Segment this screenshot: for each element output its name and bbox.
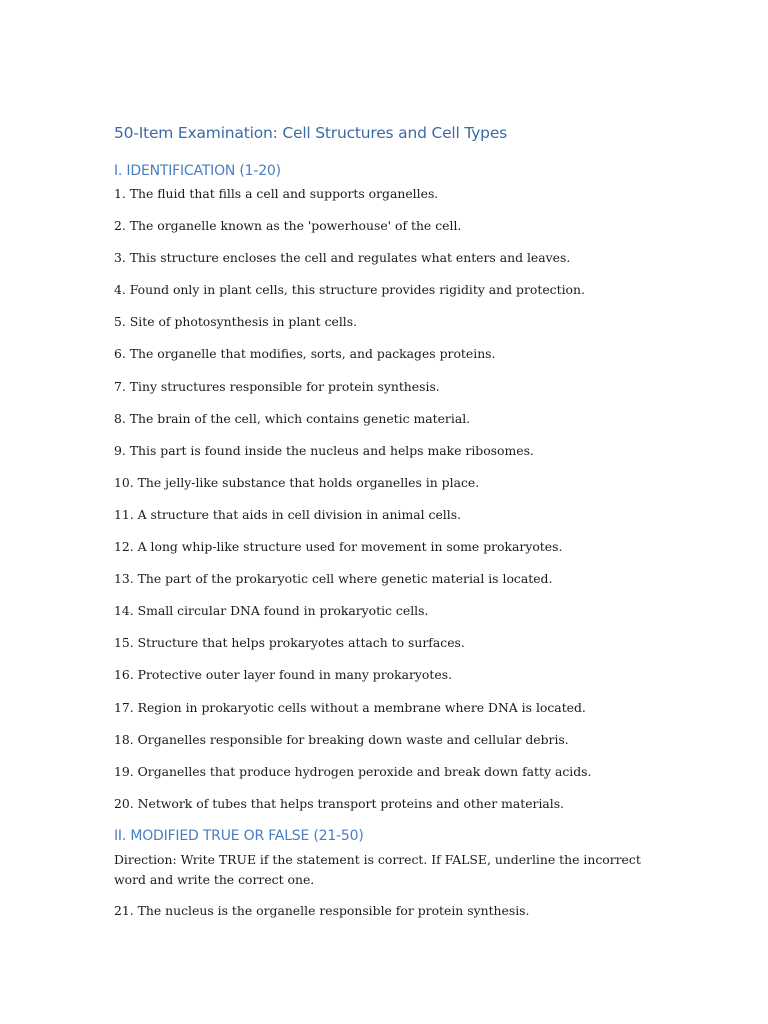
question-item: 13. The part of the prokaryotic cell where genetic material is located. [114,571,553,587]
question-item: 16. Protective outer layer found in many prokaryotes. [114,667,453,683]
question-item: 6. The organelle that modifies, sorts, and packages proteins. [114,346,496,362]
question-item: 9. This part is found inside the nucleus and helps make ribosomes. [114,442,534,458]
question-item: 14. Small circular DNA found in prokaryotic cells. [114,603,429,619]
question-item: 11. A structure that aids in cell division in animal cells. [114,506,462,522]
question-item: 15. Structure that helps prokaryotes attach to surfaces. [114,635,465,651]
question-item: 3. This structure encloses the cell and regulates what enters and leaves. [114,250,571,266]
exam-title: 50-Item Examination: Cell Structures and Cell Types [114,124,508,142]
question-item: 8. The brain of the cell, which contains genetic material. [114,410,471,426]
section-heading-true-or-false: II. MODIFIED TRUE OR FALSE (21-50) [114,828,364,844]
true-or-false-item-list [114,902,529,934]
question-item: 2. The organelle known as the 'powerhouse' of the cell. [114,218,462,234]
section-direction: Direction: Write TRUE if the statement is correct. If FALSE, underline the incorrect word and write the correct one. [114,852,641,887]
question-item: 12. A long whip-like structure used for movement in some prokaryotes. [114,539,563,555]
question-item: 19. Organelles that produce hydrogen peroxide and break down fatty acids. [114,763,592,779]
question-item: 17. Region in prokaryotic cells without a membrane where DNA is located. [114,699,586,715]
question-item: 20. Network of tubes that helps transport proteins and other materials. [114,795,565,811]
question-item: 4. Found only in plant cells, this structure provides rigidity and protection. [114,282,585,298]
question-item: 18. Organelles responsible for breaking down waste and cellular debris. [114,731,569,747]
question-item: 5. Site of photosynthesis in plant cells. [114,314,358,330]
section-heading-identification: I. IDENTIFICATION (1-20) [114,163,281,179]
identification-item-list [114,185,591,827]
question-item: 1. The fluid that fills a cell and supports organelles. [114,186,439,201]
question-item: 10. The jelly-like substance that holds organelles in place. [114,474,480,490]
question-item: 7. Tiny structures responsible for protein synthesis. [114,378,440,394]
question-item: 21. The nucleus is the organelle responsible for protein synthesis. [114,903,530,918]
